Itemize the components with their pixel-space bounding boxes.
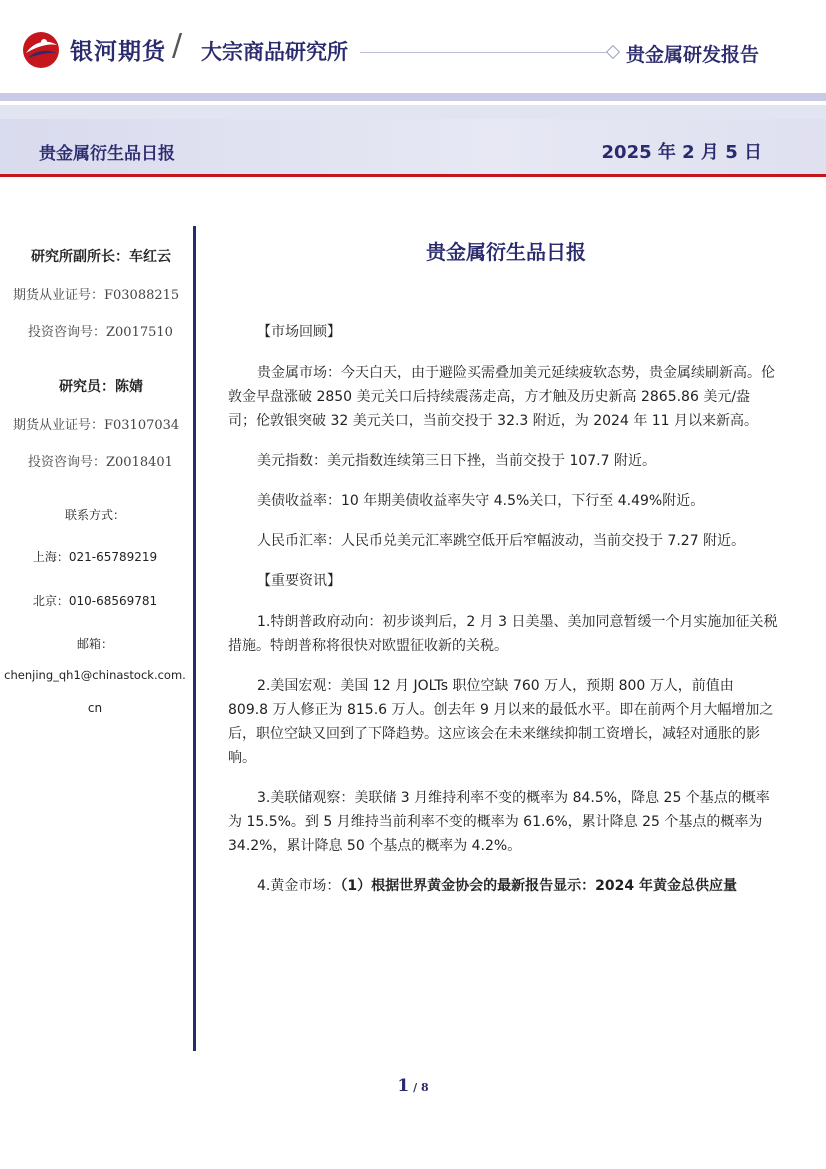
header-rule bbox=[360, 52, 610, 53]
paragraph-rmb-rate: 人民币汇率：人民币兑美元汇率跳空低开后窄幅波动，当前交投于 7.27 附近。 bbox=[257, 533, 746, 549]
researcher: 研究员：陈婧 bbox=[59, 379, 143, 395]
section-heading-market-review: 【市场回顾】 bbox=[257, 324, 341, 340]
email-address-continued[interactable]: cn bbox=[87, 701, 103, 715]
email-address[interactable]: chenjing_qh1@chinastock.com. bbox=[4, 668, 186, 682]
header-band bbox=[0, 93, 826, 101]
page-header bbox=[0, 0, 826, 100]
paragraph-precious-metals: 贵金属市场：今天白天，由于避险买需叠加美元延续疲软态势，贵金属续刷新高。伦敦金早盘涨破 2850 美元关口后持续震荡走高，方才触及历史新高 2865.86 美元/盎司；伦敦银突破 32 美元关口，当前交投于 32.3 附近，为 2024 年 11 月以来新高。 bbox=[228, 365, 775, 429]
total-pages: 8 bbox=[420, 1081, 429, 1094]
brand-name: 银河期货 bbox=[70, 39, 166, 65]
report-type: 贵金属研发报告 bbox=[626, 44, 760, 66]
diamond-icon bbox=[606, 45, 620, 59]
page-separator: / bbox=[409, 1081, 421, 1094]
beijing-phone: 北京：010-68569781 bbox=[32, 594, 158, 608]
institute-name: 大宗商品研究所 bbox=[201, 40, 348, 64]
section-heading-key-news: 【重要资讯】 bbox=[257, 573, 341, 589]
shanghai-phone: 上海：021-65789219 bbox=[32, 550, 158, 564]
page-number bbox=[0, 1076, 826, 1096]
report-body bbox=[228, 320, 778, 914]
paragraph-news-1: 1.特朗普政府动向：初步谈判后，2 月 3 日美墨、美加同意暂缓一个月实施加征关税措施。特朗普称将很快对欧盟征收新的关税。 bbox=[228, 614, 778, 654]
report-date: 2025 年 2 月 5 日 bbox=[601, 142, 762, 163]
sidebar-divider bbox=[193, 226, 196, 1051]
news-4-prefix: 4.黄金市场： bbox=[257, 878, 341, 894]
deputy-director: 研究所副所长：车红云 bbox=[31, 249, 171, 265]
current-page: 1 bbox=[397, 1076, 410, 1096]
deputy-license: 期货从业证号：F03088215 bbox=[13, 288, 180, 303]
paragraph-usd-index: 美元指数：美元指数连续第三日下挫，当前交投于 107.7 附近。 bbox=[257, 453, 656, 469]
news-4-highlight: （1）根据世界黄金协会的最新报告显示：2024 年黄金总供应量 bbox=[340, 878, 737, 894]
banner-accent-rule bbox=[0, 174, 826, 177]
deputy-consult-number: 投资咨询号：Z0017510 bbox=[28, 325, 173, 340]
paragraph-news-4 bbox=[228, 874, 778, 898]
paragraph-news-2: 2.美国宏观：美国 12 月 JOLTs 职位空缺 760 万人，预期 800 万人，前值由 809.8 万人修正为 815.6 万人。创去年 9 月以来的最低水平。即在前两个月大幅增加之后，职位空缺又回到了下降趋势。这应该会在未来继续抑制工资增长，减轻对通胀的影响。 bbox=[228, 678, 774, 766]
paragraph-news-3: 3.美联储观察：美联储 3 月维持利率不变的概率为 84.5%，降息 25 个基点的概率为 15.5%。到 5 月维持当前利率不变的概率为 61.6%，累计降息 25 个基点的概率为 34.2%，累计降息 50 个基点的概率为 4.2%。 bbox=[228, 790, 770, 854]
researcher-license: 期货从业证号：F03107034 bbox=[13, 418, 180, 433]
document-title: 贵金属衍生品日报 bbox=[426, 240, 586, 264]
researcher-consult-number: 投资咨询号：Z0018401 bbox=[28, 455, 173, 470]
banner-title: 贵金属衍生品日报 bbox=[39, 144, 175, 164]
contact-label: 联系方式： bbox=[64, 508, 125, 522]
paragraph-treasury-yield: 美债收益率：10 年期美债收益率失守 4.5%关口，下行至 4.49%附近。 bbox=[257, 493, 705, 509]
header-divider: / bbox=[172, 28, 183, 63]
header-band-light bbox=[0, 105, 826, 119]
galaxy-futures-logo-icon bbox=[22, 31, 60, 69]
email-label: 邮箱： bbox=[76, 637, 113, 651]
